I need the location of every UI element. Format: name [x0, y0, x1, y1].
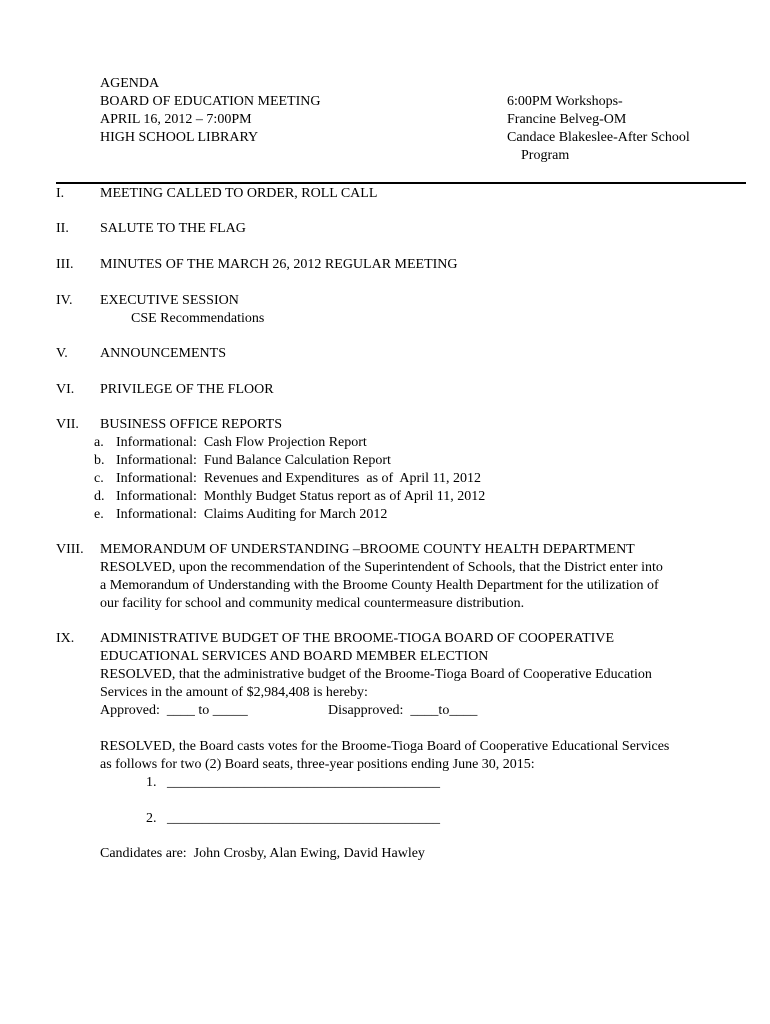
subitem-text: Informational: Claims Auditing for March 2012: [116, 507, 388, 522]
item-title-iii: MINUTES OF THE MARCH 26, 2012 REGULAR MEETING: [100, 257, 458, 272]
item-text-ix: RESOLVED, that the administrative budget of the Broome-Tioga Board of Cooperative Education: [100, 667, 652, 682]
subitem-text: Informational: Fund Balance Calculation Report: [116, 453, 391, 468]
item-title-i: MEETING CALLED TO ORDER, ROLL CALL: [100, 186, 378, 201]
item-title-ii: SALUTE TO THE FLAG: [100, 221, 246, 236]
votes-resolution: RESOLVED, the Board casts votes for the Broome-Tioga Board of Cooperative Educational Services: [100, 739, 670, 754]
subitem-text: Informational: Cash Flow Projection Report: [116, 435, 367, 450]
header-agenda: AGENDA: [100, 76, 160, 91]
header-workshops: 6:00PM Workshops-: [507, 94, 623, 109]
item-number-ix: IX.: [56, 631, 75, 646]
item-text-ix: Services in the amount of $2,984,408 is hereby:: [100, 685, 368, 700]
item-title-v: ANNOUNCEMENTS: [100, 346, 226, 361]
item-text-viii: our facility for school and community medical countermeasure distribution.: [100, 596, 525, 611]
item-text-viii: a Memorandum of Understanding with the Broome County Health Department for the utilization of: [100, 578, 659, 593]
header-divider: [56, 182, 746, 184]
item-sub-iv: CSE Recommendations: [131, 311, 265, 326]
subitem-letter: d.: [94, 489, 105, 504]
item-title-ix-cont: EDUCATIONAL SERVICES AND BOARD MEMBER ELECTION: [100, 649, 489, 664]
approved-vote-line: Approved: ____ to _____: [100, 703, 248, 718]
header-workshop-1: Francine Belveg-OM: [507, 112, 627, 127]
item-number-v: V.: [56, 346, 68, 361]
subitem-text: Informational: Monthly Budget Status report as of April 11, 2012: [116, 489, 486, 504]
disapproved-vote-line: Disapproved: ____to____: [328, 703, 478, 718]
item-number-iv: IV.: [56, 293, 73, 308]
header-meeting-title: BOARD OF EDUCATION MEETING: [100, 94, 321, 109]
header-workshop-2: Candace Blakeslee-After School: [507, 130, 690, 145]
seat-2-blank: 2. _______________________________________: [146, 811, 440, 826]
subitem-letter: a.: [94, 435, 104, 450]
subitem-letter: b.: [94, 453, 105, 468]
item-title-vii: BUSINESS OFFICE REPORTS: [100, 417, 282, 432]
item-title-vi: PRIVILEGE OF THE FLOOR: [100, 382, 274, 397]
seat-1-blank: 1. _______________________________________: [146, 775, 440, 790]
candidates-list: Candidates are: John Crosby, Alan Ewing, David Hawley: [100, 846, 425, 861]
header-date: APRIL 16, 2012 – 7:00PM: [100, 112, 252, 127]
item-title-ix: ADMINISTRATIVE BUDGET OF THE BROOME-TIOGA BOARD OF COOPERATIVE: [100, 631, 614, 646]
votes-resolution-cont: as follows for two (2) Board seats, three-year positions ending June 30, 2015:: [100, 757, 535, 772]
item-text-viii: RESOLVED, upon the recommendation of the Superintendent of Schools, that the District enter into: [100, 560, 663, 575]
subitem-letter: e.: [94, 507, 104, 522]
item-title-viii: MEMORANDUM OF UNDERSTANDING –BROOME COUNTY HEALTH DEPARTMENT: [100, 542, 635, 557]
item-title-iv: EXECUTIVE SESSION: [100, 293, 239, 308]
item-number-vii: VII.: [56, 417, 79, 432]
item-number-iii: III.: [56, 257, 74, 272]
item-number-i: I.: [56, 186, 65, 201]
subitem-text: Informational: Revenues and Expenditures as of April 11, 2012: [116, 471, 481, 486]
item-number-ii: II.: [56, 221, 69, 236]
header-workshop-2-cont: Program: [521, 148, 570, 163]
header-location: HIGH SCHOOL LIBRARY: [100, 130, 259, 145]
subitem-letter: c.: [94, 471, 104, 486]
item-number-vi: VI.: [56, 382, 75, 397]
item-number-viii: VIII.: [56, 542, 84, 557]
